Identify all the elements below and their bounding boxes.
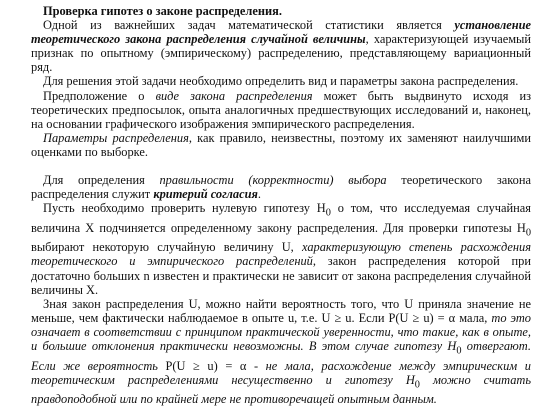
p7-formula: P(U ≥ u) = α bbox=[165, 358, 247, 373]
p6-text-b: о том, что исследуемая случайная величина X подчиняется определенному закону распределения. Для проверки гипотезы H bbox=[31, 201, 531, 235]
paragraph-6 bbox=[31, 201, 531, 297]
p5-term: критерий согласия bbox=[153, 187, 258, 202]
p7-subscript-1: 0 bbox=[456, 345, 462, 357]
p6-emphasis: характеризующую степень расхождения теоретического и эмпирического распределений bbox=[31, 240, 532, 269]
p6-subscript-2: 0 bbox=[525, 227, 531, 239]
paragraph-1 bbox=[31, 18, 531, 74]
p7-emphasis-1: то это означает в соответствии с принципом практической уверенности, что такие, как в опыте, и большие отклонения практически невозможны. В этом случае гипотезу H bbox=[31, 310, 531, 353]
p3-text-a: Предположение о bbox=[43, 88, 156, 103]
p4-emphasis: Параметры распределения bbox=[43, 130, 189, 145]
p3-text-c: может быть выдвинуто исходя из теоретических предпосылок, опыта аналогичных предшествующих исследований и, наконец, на основании графического изображения эмпирического распределения. bbox=[31, 88, 532, 131]
p7-text-a: Зная закон распределения U, можно найти вероятность того, что U приняла значение не меньше, чем фактически наблюдаемое в опыте u, т.е. U ≥ u. Если P(U ≥ u) = α мала, bbox=[31, 296, 531, 325]
paragraph-3 bbox=[31, 89, 531, 131]
p4-text-b: , как правило, неизвестны, поэтому их заменяют наилучшими оценками по выборке. bbox=[31, 130, 531, 159]
p3-emphasis: виде закона распределения bbox=[155, 88, 313, 103]
paragraph-2: Для решения этой задачи необходимо определить вид и параметры закона распределения. bbox=[43, 74, 519, 89]
p7-emphasis-4: можно считать правдоподобной или по крайней мере не противоречащей опытным данным. bbox=[31, 372, 532, 407]
paragraph-gap bbox=[31, 159, 531, 173]
p1-text-a: Одной из важнейших задач математической статистики является bbox=[43, 18, 455, 33]
p5-text-a: Для определения bbox=[43, 173, 160, 188]
p5-emphasis: правильности (корректности) выбора bbox=[159, 173, 387, 188]
paragraph-5 bbox=[31, 173, 531, 201]
p1-emphasis: установление теоретического закона распределения случайной величины bbox=[31, 18, 531, 47]
p5-text-c: теоретического закона распределения служит bbox=[31, 173, 531, 202]
p7-subscript-2: 0 bbox=[414, 379, 420, 391]
p5-text-e: . bbox=[257, 187, 261, 202]
p7-emphasis-3: - не мала, расхождение между эмпирическим и теоретическим распределениями несущественно и гипотезу H bbox=[31, 358, 531, 387]
p1-text-c: , характеризующей изучаемый признак по опытному (эмпирическому) распределению, представляющему вариационный ряд. bbox=[31, 32, 531, 75]
p6-text-e: , закон распределения которой при достаточно больших n известен и практически не зависит от закона распределения случайной величины X. bbox=[31, 254, 531, 297]
paragraph-4 bbox=[31, 131, 531, 159]
paragraph-7 bbox=[31, 297, 531, 407]
section-title: Проверка гипотез о законе распределения. bbox=[43, 4, 282, 18]
p7-emphasis-2: отвергают. Если же вероятность bbox=[31, 339, 531, 373]
p6-text-c: выбирают некоторую случайную величину U, bbox=[31, 240, 302, 255]
p6-subscript-1: 0 bbox=[325, 207, 331, 219]
p6-text-a: Пусть необходимо проверить нулевую гипотезу H bbox=[43, 201, 326, 216]
